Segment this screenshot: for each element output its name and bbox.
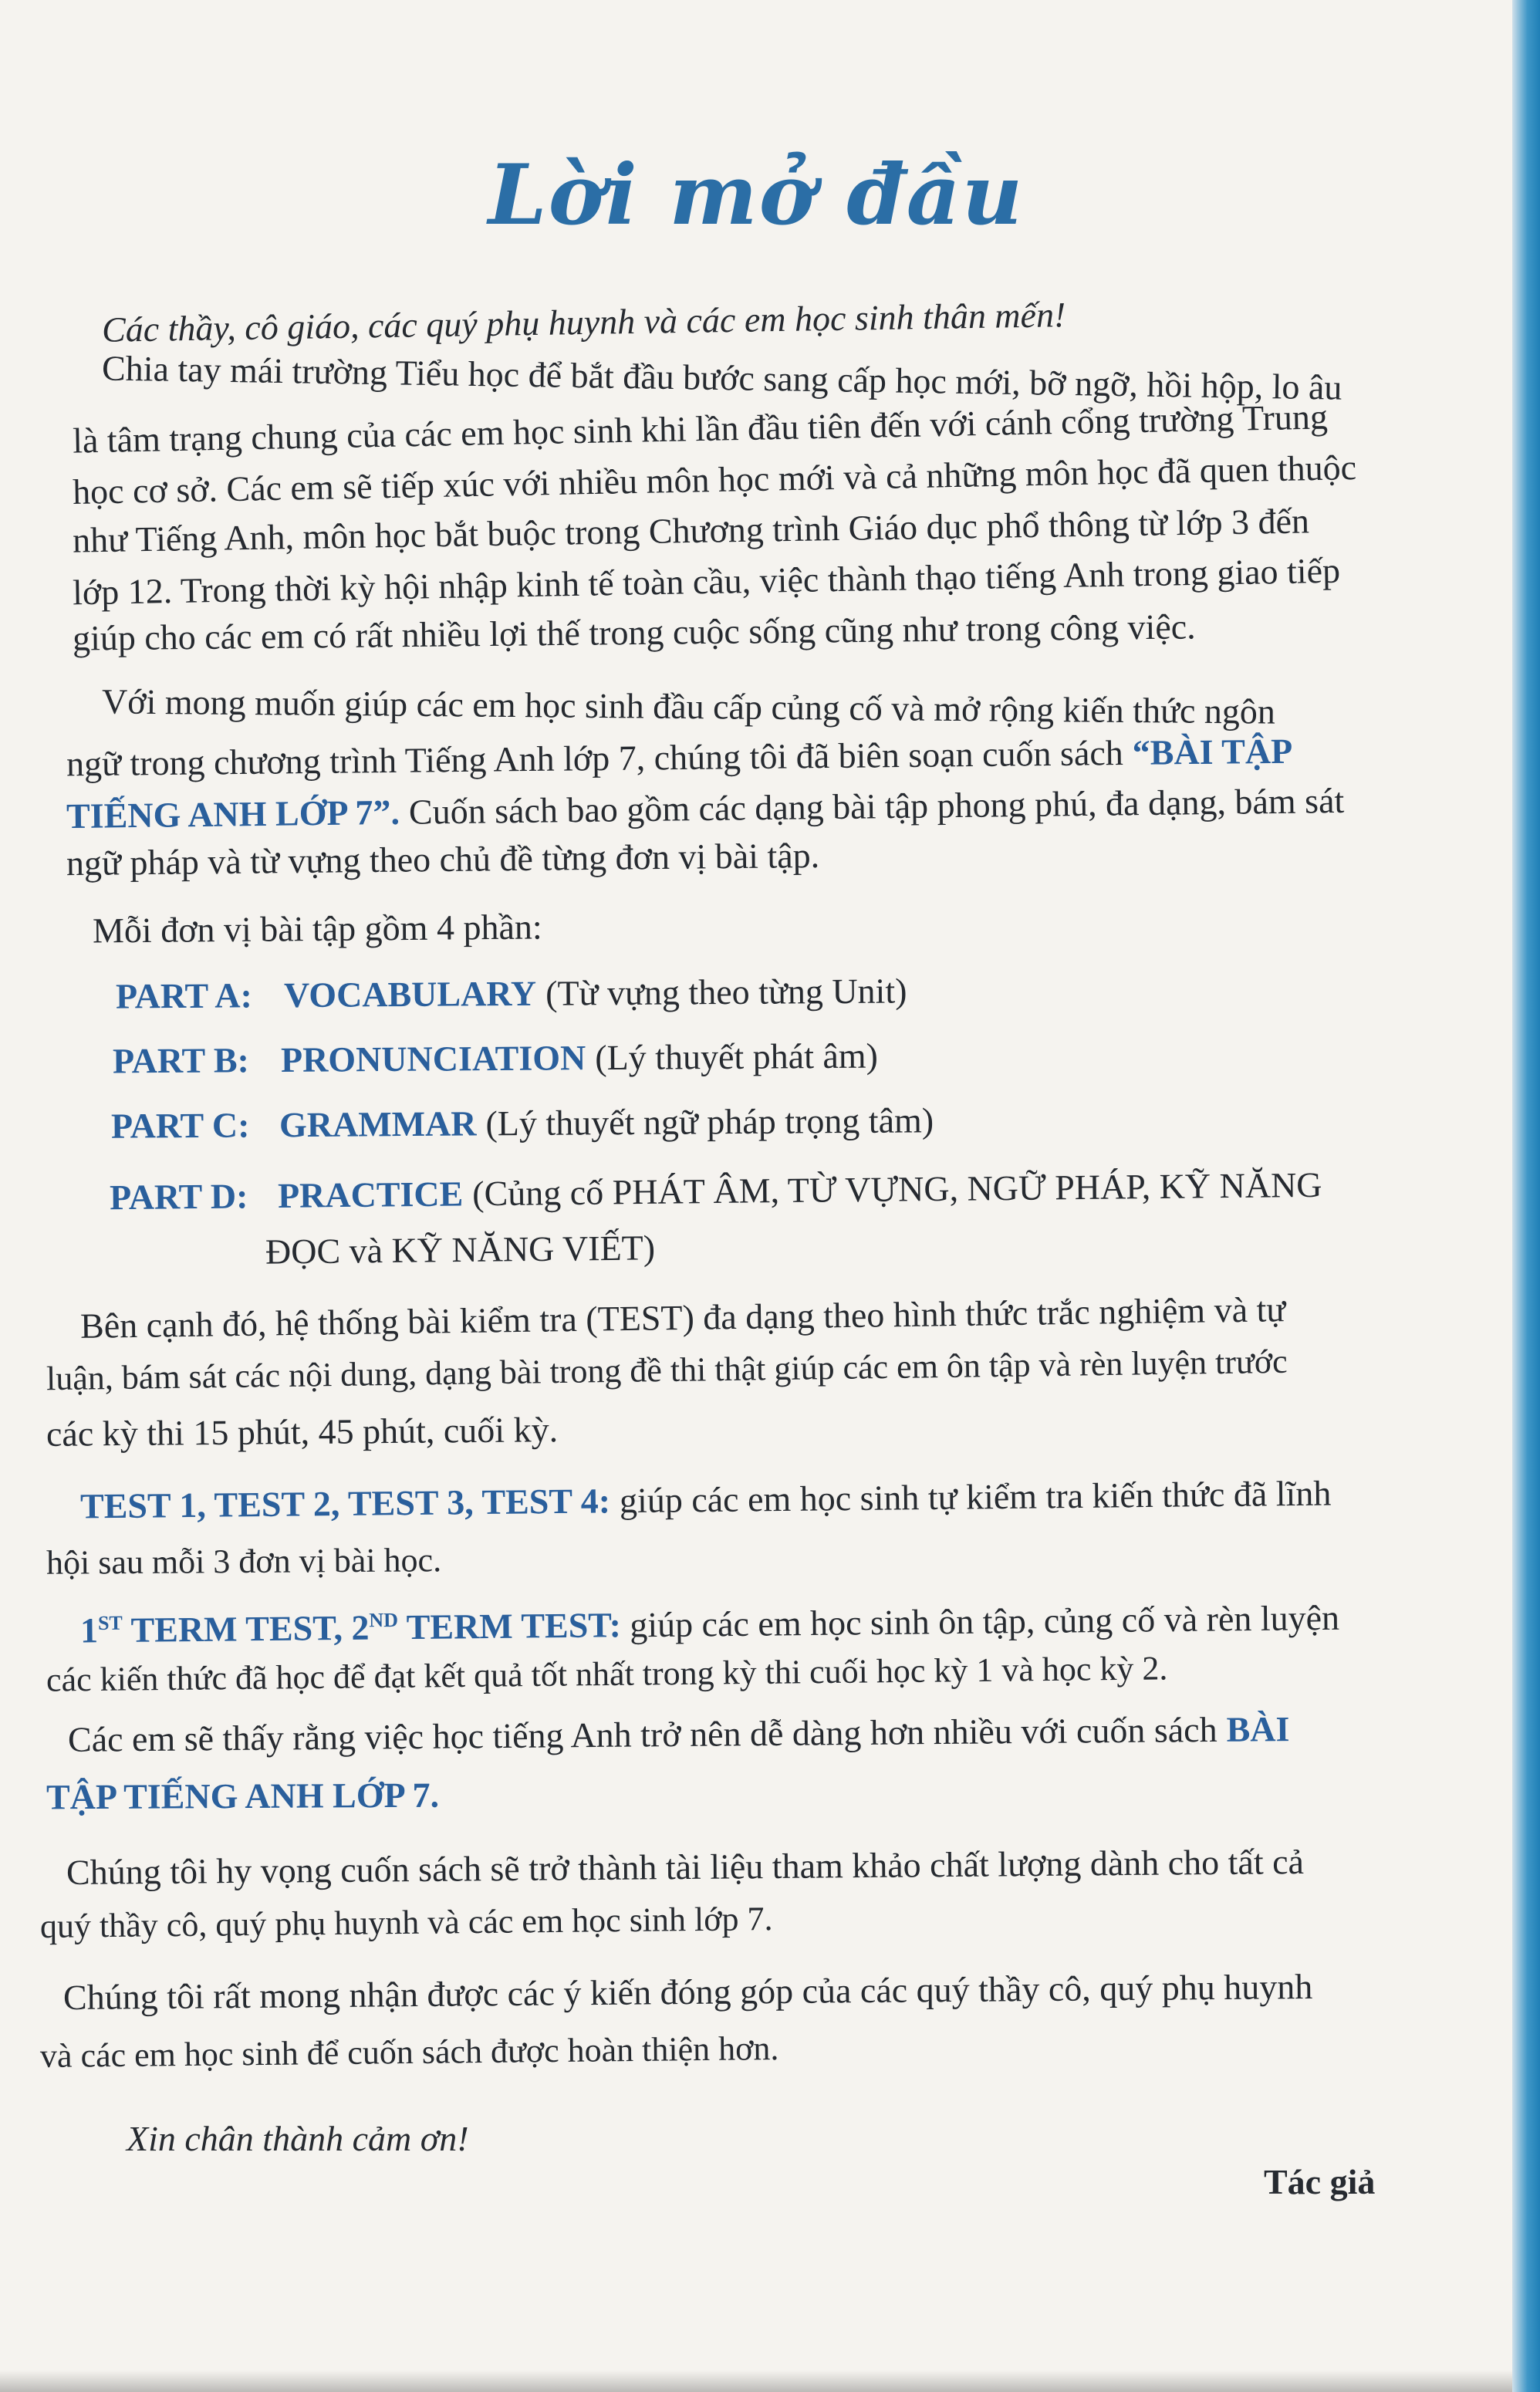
tests-label: TEST 1, TEST 2, TEST 3, TEST 4: <box>79 1481 611 1526</box>
part-item <box>110 1164 1322 1219</box>
part-name: GRAMMAR <box>279 1103 477 1145</box>
part-item <box>111 1099 934 1147</box>
text-line: là tâm trạng chung của các em học sinh khi lần đầu tiên đến với cánh cổng trường Trung <box>72 397 1329 461</box>
text-line: học cơ sở. Các em sẽ tiếp xúc với nhiều môn học mới và cả những môn học đã quen thuộc <box>72 448 1357 512</box>
greeting: Các thầy, cô giáo, các quý phụ huynh và các em học sinh thân mến! <box>101 295 1066 350</box>
book-title-fragment: TIẾNG ANH LỚP 7”. <box>66 792 400 836</box>
part-name: PRACTICE <box>277 1174 464 1215</box>
text-line: ngữ pháp và từ vựng theo chủ đề từng đơn vị bài tập. <box>66 835 820 883</box>
text-line: như Tiếng Anh, môn học bắt buộc trong Chương trình Giáo dục phổ thông từ lớp 3 đến <box>72 501 1310 560</box>
part-label: PART A: <box>115 975 253 1016</box>
book-title-fragment: BÀI <box>1226 1709 1290 1749</box>
text-line: Chúng tôi rất mong nhận được các ý kiến đóng góp của các quý thầy cô, quý phụ huynh <box>62 1966 1313 2018</box>
author-signature: Tác giả <box>1264 2162 1376 2201</box>
book-edge <box>1512 0 1540 2392</box>
page-title: Lời mở đầu <box>488 147 1025 244</box>
text-line: các kiến thức đã học để đạt kết quả tốt nhất trong kỳ thi cuối học kỳ 1 và học kỳ 2. <box>46 1649 1168 1699</box>
part-name: PRONUNCIATION <box>280 1038 586 1079</box>
text-fragment: Các em sẽ thấy rằng việc học tiếng Anh trở nên dễ dàng hơn nhiều với cuốn sách <box>67 1709 1217 1759</box>
text-line <box>66 779 1345 838</box>
text-line: và các em học sinh để cuốn sách được hoàn thiện hơn. <box>39 2029 779 2076</box>
ordinal-suffix: ST <box>97 1611 123 1635</box>
text-fragment: giúp các em học sinh tự kiểm tra kiến thức đã lĩnh <box>619 1473 1332 1521</box>
term-label <box>80 1606 621 1650</box>
part-desc: (Từ vựng theo từng Unit) <box>545 971 907 1013</box>
ordinal-suffix: ND <box>369 1609 399 1632</box>
term-text: TERM TEST, 2 <box>130 1607 370 1650</box>
text-fragment: Cuốn sách bao gồm các dạng bài tập phong phú, đa dạng, bám sát <box>408 780 1345 832</box>
part-item <box>113 1035 878 1083</box>
text-line: Với mong muốn giúp các em học sinh đầu cấp củng cố và mở rộng kiến thức ngôn <box>101 681 1276 731</box>
book-title-fragment: “BÀI TẬP <box>1132 731 1293 772</box>
parts-intro: Mỗi đơn vị bài tập gồm 4 phần: <box>92 907 542 951</box>
text-line: giúp cho các em có rất nhiều lợi thế trong cuộc sống cũng như trong công việc. <box>72 606 1196 658</box>
thanks-line: Xin chân thành cảm ơn! <box>127 2119 469 2158</box>
part-label: PART D: <box>109 1176 248 1218</box>
text-line: luận, bám sát các nội dung, dạng bài trong đề thi thật giúp các em ôn tập và rèn luyện trước <box>46 1342 1288 1398</box>
text-fragment: giúp các em học sinh ôn tập, củng cố và rèn luyện <box>630 1597 1340 1645</box>
part-label: PART B: <box>112 1040 250 1081</box>
part-desc: (Lý thuyết ngữ pháp trọng tâm) <box>485 1100 934 1144</box>
text-line: Bên cạnh đó, hệ thống bài kiểm tra (TEST) đa dạng theo hình thức trắc nghiệm và tự <box>79 1289 1286 1346</box>
text-line: các kỳ thi 15 phút, 45 phút, cuối kỳ. <box>46 1410 559 1454</box>
text-line: quý thầy cô, quý phụ huynh và các em học sinh lớp 7. <box>39 1900 773 1945</box>
term-text: TERM TEST: <box>406 1605 622 1647</box>
part-desc-continued: ĐỌC và KỸ NĂNG VIẾT) <box>265 1228 656 1272</box>
part-item <box>116 969 907 1018</box>
text-line: hội sau mỗi 3 đơn vị bài học. <box>46 1541 442 1582</box>
page-shadow <box>0 2370 1512 2392</box>
text-line <box>80 1472 1332 1529</box>
text-line <box>66 730 1293 786</box>
text-line <box>80 1589 1340 1652</box>
ordinal: 1 <box>79 1610 99 1650</box>
book-title-fragment: TẬP TIẾNG ANH LỚP 7. <box>46 1775 440 1817</box>
part-desc: (Lý thuyết phát âm) <box>595 1036 879 1078</box>
part-label: PART C: <box>110 1105 250 1146</box>
text-fragment: ngữ trong chương trình Tiếng Anh lớp 7, chúng tôi đã biên soạn cuốn sách <box>66 732 1124 784</box>
text-line <box>68 1708 1290 1762</box>
text-line: Chia tay mái trường Tiểu học để bắt đầu bước sang cấp học mới, bỡ ngỡ, hồi hộp, lo âu <box>101 348 1342 407</box>
part-desc: (Củng cố PHÁT ÂM, TỪ VỰNG, NGỮ PHÁP, KỸ NĂNG <box>471 1164 1322 1214</box>
part-name: VOCABULARY <box>283 973 537 1015</box>
text-line: lớp 12. Trong thời kỳ hội nhập kinh tế toàn cầu, việc thành thạo tiếng Anh trong giao tiếp <box>72 550 1341 613</box>
text-line: Chúng tôi hy vọng cuốn sách sẽ trở thành tài liệu tham khảo chất lượng dành cho tất cả <box>66 1842 1305 1892</box>
